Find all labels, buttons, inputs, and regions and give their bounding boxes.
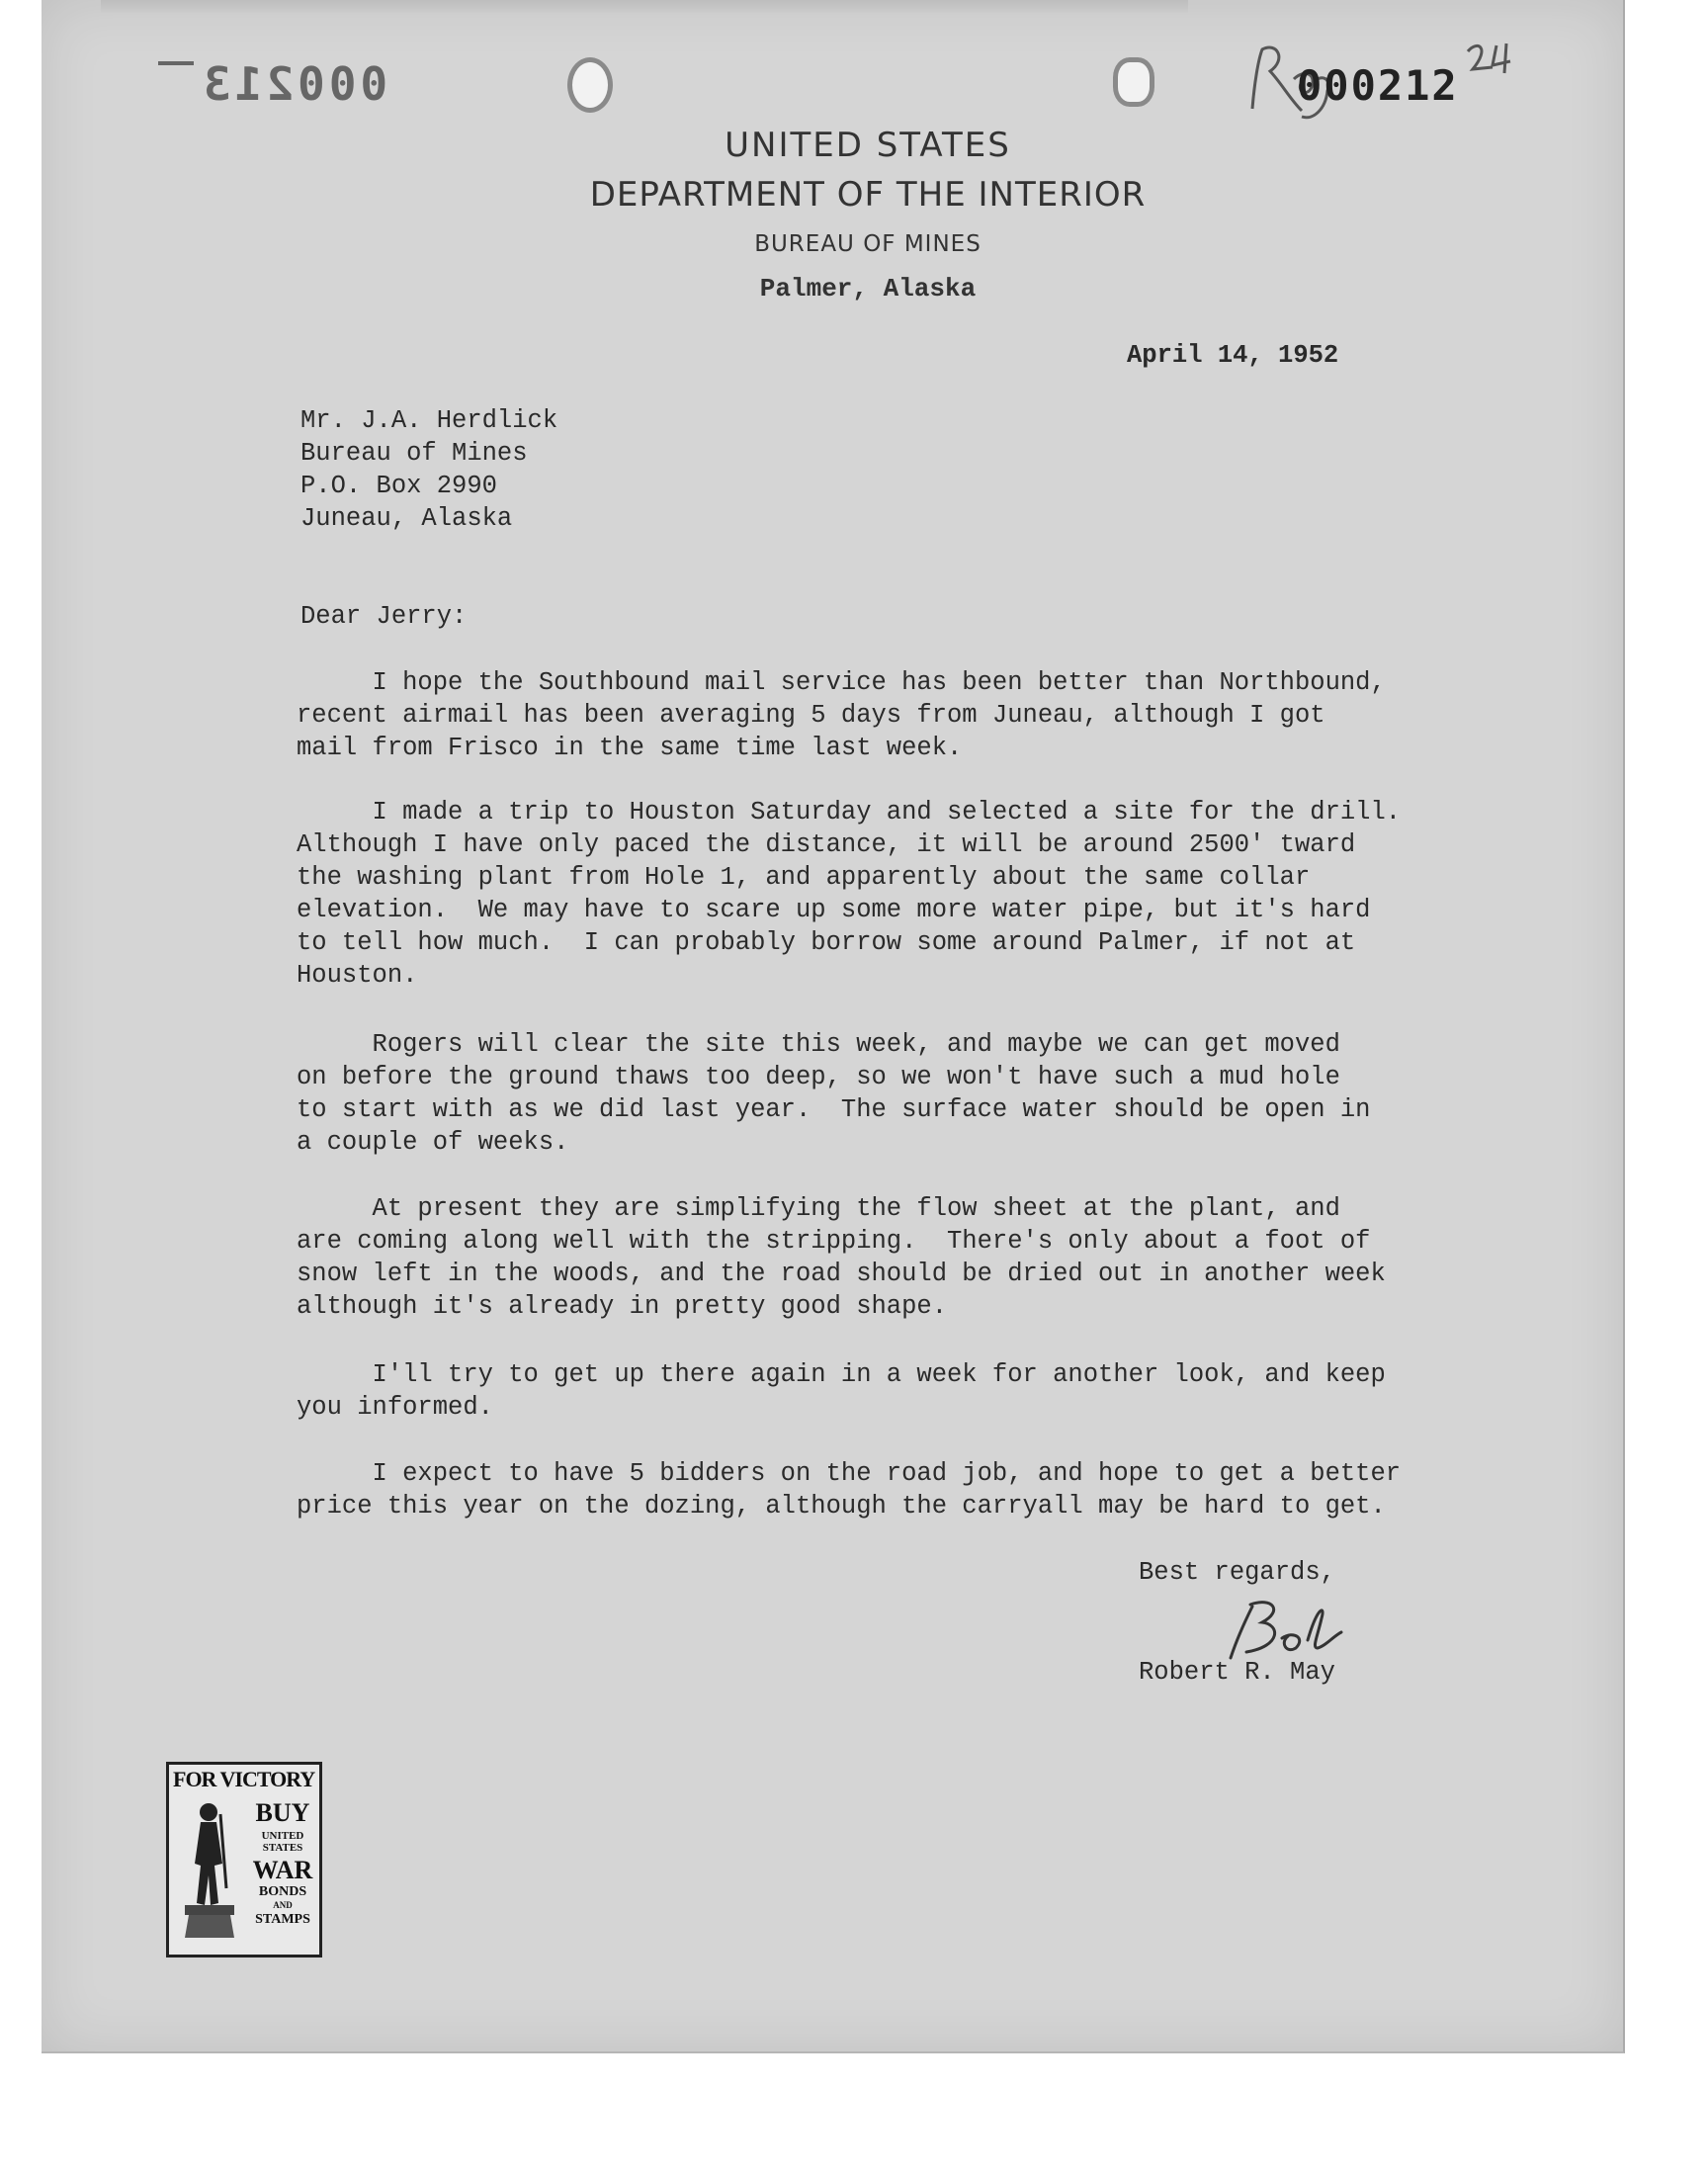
letter-date: April 14, 1952 <box>1127 341 1339 370</box>
letter-sheet <box>42 0 1625 2053</box>
punch-hole-right <box>1113 57 1154 107</box>
letterhead-line2: DEPARTMENT OF THE INTERIOR <box>589 175 1147 215</box>
paragraph-1: I hope the Southbound mail service has been better than Northbound, recent airmail has been averaging 5 days from Juneau, although I got mail from Frisco in the same time last week. <box>297 668 1386 762</box>
badge-stamps: STAMPS <box>255 1912 310 1927</box>
recipient-city: Juneau, Alaska <box>300 504 513 533</box>
mirrored-file-number: 000213 <box>200 57 388 111</box>
salutation: Dear Jerry: <box>300 602 468 631</box>
badge-for-victory: FOR VICTORY <box>173 1767 315 1791</box>
punch-hole-left <box>567 57 613 113</box>
badge-united-states: UNITED STATES <box>261 1830 304 1854</box>
paragraph-3: Rogers will clear the site this week, and maybe we can get moved on before the ground thaws too deep, so we won't have such a mud hole to start with as we did last year. The surface water should be open in a couple of weeks. <box>297 1030 1371 1157</box>
letterhead-line3: BUREAU OF MINES <box>754 231 982 257</box>
paragraph-2: I made a trip to Houston Saturday and selected a site for the drill. Although I have only paced the distance, it will be around 2500' tward the washing plant from Hole 1, and apparently about the same collar elevation. We may have to scare up some more water pipe, but it's hard to tell how much. I can probably borrow some around Palmer, if not at Houston. <box>297 798 1402 990</box>
badge-war: WAR <box>252 1856 313 1884</box>
stamp-dash <box>158 61 194 65</box>
recipient-name: Mr. J.A. Herdlick <box>300 406 558 435</box>
file-number-stamp: 000212 <box>1297 61 1459 110</box>
torn-edge <box>101 0 1188 14</box>
paragraph-6: I expect to have 5 bidders on the road job, and hope to get a better price this year on the dozing, although the carryall may be hard to get. <box>297 1459 1402 1521</box>
badge-bonds: BONDS <box>258 1884 307 1899</box>
letterhead-line1: UNITED STATES <box>725 126 1011 165</box>
closing: Best regards, <box>1139 1558 1335 1587</box>
paragraph-5: I'll try to get up there again in a week for another look, and keep you informed. <box>297 1360 1386 1422</box>
recipient-org: Bureau of Mines <box>300 439 528 468</box>
handwritten-suffix-mark <box>1463 40 1522 79</box>
minuteman-figure-icon <box>175 1794 244 1948</box>
letterhead-location: Palmer, Alaska <box>759 274 977 304</box>
recipient-box: P.O. Box 2990 <box>300 472 497 500</box>
signer-name: Robert R. May <box>1139 1658 1335 1687</box>
badge-buy: BUY <box>255 1798 310 1827</box>
badge-and: AND <box>273 1900 293 1910</box>
paragraph-4: At present they are simplifying the flow sheet at the plant, and are coming along well with the stripping. There's only about a foot of snow left in the woods, and the road should be dried out in another week although it's already in pretty good shape. <box>297 1194 1386 1321</box>
war-bonds-badge <box>166 1762 322 1958</box>
